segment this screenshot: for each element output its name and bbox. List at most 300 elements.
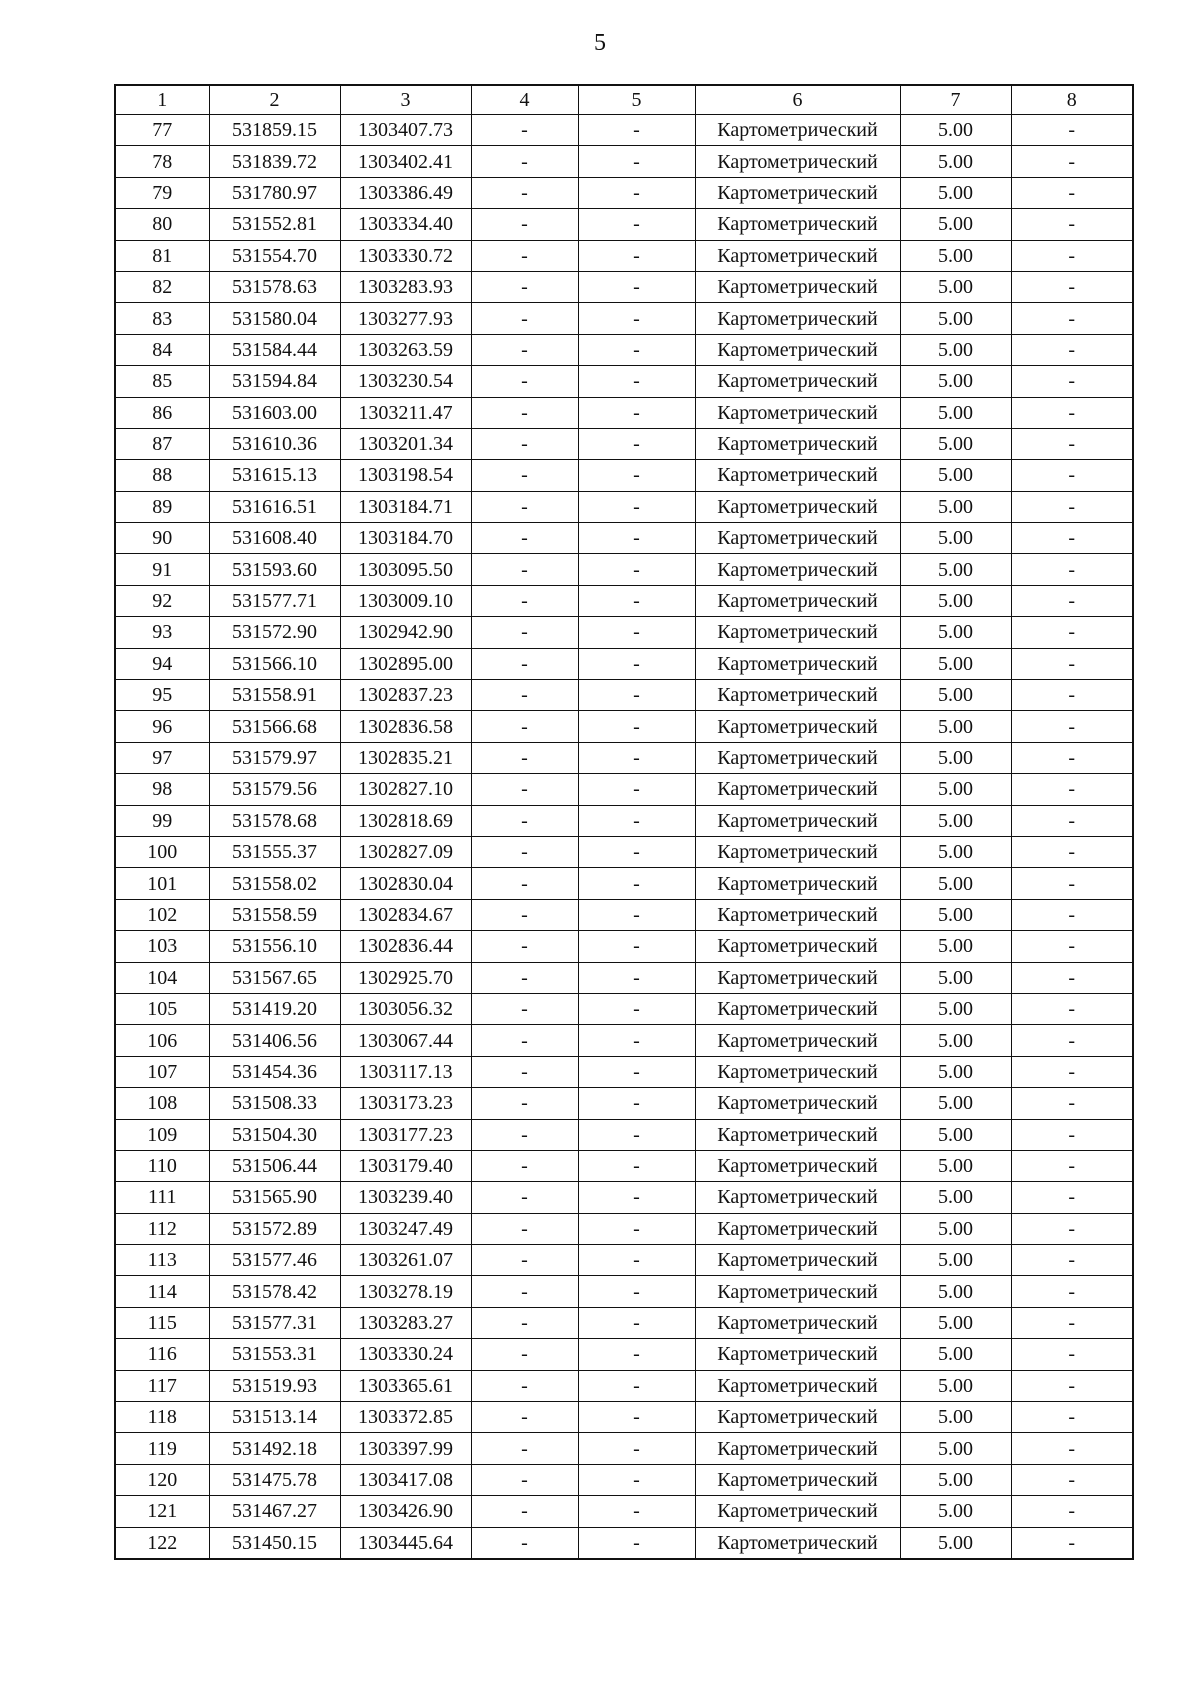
column-4-cell: - (471, 899, 578, 930)
y-coordinate-cell: 1302827.09 (340, 836, 471, 867)
column-5-cell: - (578, 397, 695, 428)
column-8-cell: - (1011, 868, 1133, 899)
accuracy-cell: 5.00 (900, 209, 1011, 240)
table-row (115, 1370, 1133, 1401)
method-cell: Картометрический (695, 366, 900, 397)
column-4-cell: - (471, 1464, 578, 1495)
y-coordinate-cell: 1303283.93 (340, 271, 471, 302)
column-8-cell: - (1011, 1496, 1133, 1527)
header-cell-6: 6 (695, 85, 900, 115)
column-8-cell: - (1011, 271, 1133, 302)
accuracy-cell: 5.00 (900, 271, 1011, 302)
header-cell-5: 5 (578, 85, 695, 115)
x-coordinate-cell: 531558.59 (209, 899, 340, 930)
accuracy-cell: 5.00 (900, 1119, 1011, 1150)
column-4-cell: - (471, 115, 578, 146)
y-coordinate-cell: 1303283.27 (340, 1307, 471, 1338)
accuracy-cell: 5.00 (900, 146, 1011, 177)
y-coordinate-cell: 1302830.04 (340, 868, 471, 899)
x-coordinate-cell: 531567.65 (209, 962, 340, 993)
column-4-cell: - (471, 1088, 578, 1119)
y-coordinate-cell: 1303417.08 (340, 1464, 471, 1495)
y-coordinate-cell: 1302818.69 (340, 805, 471, 836)
column-4-cell: - (471, 680, 578, 711)
accuracy-cell: 5.00 (900, 554, 1011, 585)
column-4-cell: - (471, 805, 578, 836)
point-number-cell: 91 (115, 554, 209, 585)
x-coordinate-cell: 531584.44 (209, 334, 340, 365)
y-coordinate-cell: 1303177.23 (340, 1119, 471, 1150)
point-number-cell: 114 (115, 1276, 209, 1307)
x-coordinate-cell: 531508.33 (209, 1088, 340, 1119)
table-row (115, 742, 1133, 773)
accuracy-cell: 5.00 (900, 1402, 1011, 1433)
table-row (115, 1527, 1133, 1559)
column-8-cell: - (1011, 1056, 1133, 1087)
method-cell: Картометрический (695, 460, 900, 491)
x-coordinate-cell: 531467.27 (209, 1496, 340, 1527)
column-8-cell: - (1011, 899, 1133, 930)
point-number-cell: 86 (115, 397, 209, 428)
column-4-cell: - (471, 962, 578, 993)
x-coordinate-cell: 531566.68 (209, 711, 340, 742)
point-number-cell: 81 (115, 240, 209, 271)
y-coordinate-cell: 1303278.19 (340, 1276, 471, 1307)
column-5-cell: - (578, 1150, 695, 1181)
x-coordinate-cell: 531566.10 (209, 648, 340, 679)
y-coordinate-cell: 1302834.67 (340, 899, 471, 930)
column-4-cell: - (471, 397, 578, 428)
x-coordinate-cell: 531554.70 (209, 240, 340, 271)
method-cell: Картометрический (695, 931, 900, 962)
method-cell: Картометрический (695, 271, 900, 302)
point-number-cell: 121 (115, 1496, 209, 1527)
y-coordinate-cell: 1302925.70 (340, 962, 471, 993)
point-number-cell: 77 (115, 115, 209, 146)
y-coordinate-cell: 1303184.71 (340, 491, 471, 522)
column-8-cell: - (1011, 1527, 1133, 1559)
column-5-cell: - (578, 1245, 695, 1276)
method-cell: Картометрический (695, 1276, 900, 1307)
accuracy-cell: 5.00 (900, 334, 1011, 365)
column-4-cell: - (471, 1339, 578, 1370)
method-cell: Картометрический (695, 617, 900, 648)
column-5-cell: - (578, 1527, 695, 1559)
column-4-cell: - (471, 1182, 578, 1213)
column-4-cell: - (471, 491, 578, 522)
point-number-cell: 88 (115, 460, 209, 491)
table-row (115, 491, 1133, 522)
y-coordinate-cell: 1303239.40 (340, 1182, 471, 1213)
column-8-cell: - (1011, 742, 1133, 773)
column-8-cell: - (1011, 993, 1133, 1024)
column-4-cell: - (471, 460, 578, 491)
column-8-cell: - (1011, 397, 1133, 428)
table-row (115, 711, 1133, 742)
column-4-cell: - (471, 1276, 578, 1307)
column-5-cell: - (578, 1213, 695, 1244)
column-4-cell: - (471, 993, 578, 1024)
column-5-cell: - (578, 1464, 695, 1495)
accuracy-cell: 5.00 (900, 868, 1011, 899)
y-coordinate-cell: 1302836.44 (340, 931, 471, 962)
column-8-cell: - (1011, 680, 1133, 711)
column-4-cell: - (471, 1496, 578, 1527)
table-row (115, 428, 1133, 459)
method-cell: Картометрический (695, 1213, 900, 1244)
column-5-cell: - (578, 617, 695, 648)
column-5-cell: - (578, 1370, 695, 1401)
table-row (115, 209, 1133, 240)
table-row (115, 271, 1133, 302)
column-4-cell: - (471, 366, 578, 397)
point-number-cell: 95 (115, 680, 209, 711)
column-4-cell: - (471, 1025, 578, 1056)
point-number-cell: 99 (115, 805, 209, 836)
method-cell: Картометрический (695, 1402, 900, 1433)
accuracy-cell: 5.00 (900, 931, 1011, 962)
column-8-cell: - (1011, 1245, 1133, 1276)
column-8-cell: - (1011, 146, 1133, 177)
accuracy-cell: 5.00 (900, 1276, 1011, 1307)
point-number-cell: 87 (115, 428, 209, 459)
column-5-cell: - (578, 115, 695, 146)
column-4-cell: - (471, 303, 578, 334)
column-5-cell: - (578, 523, 695, 554)
table-row (115, 805, 1133, 836)
point-number-cell: 106 (115, 1025, 209, 1056)
table-row (115, 993, 1133, 1024)
header-cell-4: 4 (471, 85, 578, 115)
y-coordinate-cell: 1302837.23 (340, 680, 471, 711)
accuracy-cell: 5.00 (900, 115, 1011, 146)
accuracy-cell: 5.00 (900, 177, 1011, 208)
table-row (115, 1496, 1133, 1527)
method-cell: Картометрический (695, 680, 900, 711)
y-coordinate-cell: 1303397.99 (340, 1433, 471, 1464)
accuracy-cell: 5.00 (900, 836, 1011, 867)
column-4-cell: - (471, 836, 578, 867)
accuracy-cell: 5.00 (900, 805, 1011, 836)
method-cell: Картометрический (695, 585, 900, 616)
table-row (115, 115, 1133, 146)
column-5-cell: - (578, 428, 695, 459)
column-8-cell: - (1011, 1402, 1133, 1433)
method-cell: Картометрический (695, 1339, 900, 1370)
column-4-cell: - (471, 1307, 578, 1338)
x-coordinate-cell: 531513.14 (209, 1402, 340, 1433)
point-number-cell: 116 (115, 1339, 209, 1370)
column-5-cell: - (578, 993, 695, 1024)
x-coordinate-cell: 531578.42 (209, 1276, 340, 1307)
method-cell: Картометрический (695, 1150, 900, 1181)
x-coordinate-cell: 531572.89 (209, 1213, 340, 1244)
point-number-cell: 111 (115, 1182, 209, 1213)
point-number-cell: 119 (115, 1433, 209, 1464)
x-coordinate-cell: 531553.31 (209, 1339, 340, 1370)
point-number-cell: 115 (115, 1307, 209, 1338)
column-5-cell: - (578, 774, 695, 805)
column-5-cell: - (578, 711, 695, 742)
accuracy-cell: 5.00 (900, 523, 1011, 554)
table-row (115, 1025, 1133, 1056)
method-cell: Картометрический (695, 491, 900, 522)
table-row (115, 1433, 1133, 1464)
column-5-cell: - (578, 554, 695, 585)
x-coordinate-cell: 531558.91 (209, 680, 340, 711)
column-4-cell: - (471, 648, 578, 679)
table-row (115, 617, 1133, 648)
column-5-cell: - (578, 1025, 695, 1056)
table-row (115, 962, 1133, 993)
x-coordinate-cell: 531580.04 (209, 303, 340, 334)
x-coordinate-cell: 531579.97 (209, 742, 340, 773)
column-5-cell: - (578, 805, 695, 836)
accuracy-cell: 5.00 (900, 491, 1011, 522)
x-coordinate-cell: 531419.20 (209, 993, 340, 1024)
accuracy-cell: 5.00 (900, 1339, 1011, 1370)
column-5-cell: - (578, 1119, 695, 1150)
x-coordinate-cell: 531492.18 (209, 1433, 340, 1464)
accuracy-cell: 5.00 (900, 460, 1011, 491)
accuracy-cell: 5.00 (900, 648, 1011, 679)
x-coordinate-cell: 531506.44 (209, 1150, 340, 1181)
x-coordinate-cell: 531504.30 (209, 1119, 340, 1150)
column-8-cell: - (1011, 1276, 1133, 1307)
method-cell: Картометрический (695, 742, 900, 773)
method-cell: Картометрический (695, 1464, 900, 1495)
x-coordinate-cell: 531577.46 (209, 1245, 340, 1276)
header-cell-8: 8 (1011, 85, 1133, 115)
y-coordinate-cell: 1303117.13 (340, 1056, 471, 1087)
column-5-cell: - (578, 742, 695, 773)
y-coordinate-cell: 1303201.34 (340, 428, 471, 459)
point-number-cell: 113 (115, 1245, 209, 1276)
point-number-cell: 79 (115, 177, 209, 208)
table-body (115, 115, 1133, 1559)
column-4-cell: - (471, 1056, 578, 1087)
column-5-cell: - (578, 177, 695, 208)
accuracy-cell: 5.00 (900, 1307, 1011, 1338)
accuracy-cell: 5.00 (900, 742, 1011, 773)
column-8-cell: - (1011, 366, 1133, 397)
method-cell: Картометрический (695, 1025, 900, 1056)
column-8-cell: - (1011, 711, 1133, 742)
point-number-cell: 96 (115, 711, 209, 742)
x-coordinate-cell: 531577.71 (209, 585, 340, 616)
table-row (115, 1150, 1133, 1181)
point-number-cell: 112 (115, 1213, 209, 1244)
table-row (115, 177, 1133, 208)
y-coordinate-cell: 1302895.00 (340, 648, 471, 679)
y-coordinate-cell: 1303330.72 (340, 240, 471, 271)
point-number-cell: 110 (115, 1150, 209, 1181)
column-8-cell: - (1011, 1464, 1133, 1495)
column-8-cell: - (1011, 805, 1133, 836)
accuracy-cell: 5.00 (900, 240, 1011, 271)
table-row (115, 1088, 1133, 1119)
column-4-cell: - (471, 774, 578, 805)
column-8-cell: - (1011, 1182, 1133, 1213)
column-4-cell: - (471, 240, 578, 271)
y-coordinate-cell: 1302836.58 (340, 711, 471, 742)
column-4-cell: - (471, 711, 578, 742)
x-coordinate-cell: 531450.15 (209, 1527, 340, 1559)
table-row (115, 931, 1133, 962)
accuracy-cell: 5.00 (900, 1433, 1011, 1464)
column-5-cell: - (578, 146, 695, 177)
column-5-cell: - (578, 868, 695, 899)
column-8-cell: - (1011, 209, 1133, 240)
method-cell: Картометрический (695, 805, 900, 836)
method-cell: Картометрический (695, 177, 900, 208)
column-4-cell: - (471, 523, 578, 554)
column-4-cell: - (471, 1119, 578, 1150)
x-coordinate-cell: 531610.36 (209, 428, 340, 459)
point-number-cell: 107 (115, 1056, 209, 1087)
header-cell-2: 2 (209, 85, 340, 115)
accuracy-cell: 5.00 (900, 993, 1011, 1024)
table-row (115, 523, 1133, 554)
column-8-cell: - (1011, 177, 1133, 208)
y-coordinate-cell: 1303184.70 (340, 523, 471, 554)
table-header (115, 85, 1133, 115)
accuracy-cell: 5.00 (900, 1056, 1011, 1087)
column-4-cell: - (471, 931, 578, 962)
x-coordinate-cell: 531615.13 (209, 460, 340, 491)
column-4-cell: - (471, 585, 578, 616)
point-number-cell: 90 (115, 523, 209, 554)
method-cell: Картометрический (695, 428, 900, 459)
point-number-cell: 100 (115, 836, 209, 867)
point-number-cell: 103 (115, 931, 209, 962)
accuracy-cell: 5.00 (900, 774, 1011, 805)
y-coordinate-cell: 1303334.40 (340, 209, 471, 240)
method-cell: Картометрический (695, 962, 900, 993)
column-4-cell: - (471, 617, 578, 648)
x-coordinate-cell: 531565.90 (209, 1182, 340, 1213)
table-row (115, 334, 1133, 365)
method-cell: Картометрический (695, 648, 900, 679)
table-row (115, 303, 1133, 334)
table-row (115, 554, 1133, 585)
method-cell: Картометрический (695, 1245, 900, 1276)
point-number-cell: 122 (115, 1527, 209, 1559)
table-row (115, 585, 1133, 616)
column-5-cell: - (578, 334, 695, 365)
method-cell: Картометрический (695, 711, 900, 742)
header-cell-3: 3 (340, 85, 471, 115)
method-cell: Картометрический (695, 1370, 900, 1401)
x-coordinate-cell: 531475.78 (209, 1464, 340, 1495)
point-number-cell: 102 (115, 899, 209, 930)
column-5-cell: - (578, 1088, 695, 1119)
x-coordinate-cell: 531556.10 (209, 931, 340, 962)
point-number-cell: 120 (115, 1464, 209, 1495)
point-number-cell: 108 (115, 1088, 209, 1119)
y-coordinate-cell: 1303263.59 (340, 334, 471, 365)
point-number-cell: 101 (115, 868, 209, 899)
column-8-cell: - (1011, 617, 1133, 648)
column-8-cell: - (1011, 1370, 1133, 1401)
y-coordinate-cell: 1303173.23 (340, 1088, 471, 1119)
column-8-cell: - (1011, 115, 1133, 146)
accuracy-cell: 5.00 (900, 962, 1011, 993)
point-number-cell: 104 (115, 962, 209, 993)
y-coordinate-cell: 1303095.50 (340, 554, 471, 585)
column-5-cell: - (578, 1182, 695, 1213)
accuracy-cell: 5.00 (900, 617, 1011, 648)
column-5-cell: - (578, 1056, 695, 1087)
column-8-cell: - (1011, 1307, 1133, 1338)
y-coordinate-cell: 1303365.61 (340, 1370, 471, 1401)
point-number-cell: 97 (115, 742, 209, 773)
point-number-cell: 92 (115, 585, 209, 616)
column-8-cell: - (1011, 491, 1133, 522)
column-4-cell: - (471, 1245, 578, 1276)
column-5-cell: - (578, 491, 695, 522)
column-8-cell: - (1011, 774, 1133, 805)
column-5-cell: - (578, 271, 695, 302)
column-8-cell: - (1011, 1213, 1133, 1244)
accuracy-cell: 5.00 (900, 303, 1011, 334)
y-coordinate-cell: 1303067.44 (340, 1025, 471, 1056)
point-number-cell: 98 (115, 774, 209, 805)
column-4-cell: - (471, 1150, 578, 1181)
point-number-cell: 89 (115, 491, 209, 522)
x-coordinate-cell: 531572.90 (209, 617, 340, 648)
y-coordinate-cell: 1303198.54 (340, 460, 471, 491)
method-cell: Картометрический (695, 554, 900, 585)
column-5-cell: - (578, 931, 695, 962)
y-coordinate-cell: 1303247.49 (340, 1213, 471, 1244)
method-cell: Картометрический (695, 774, 900, 805)
table-row (115, 397, 1133, 428)
y-coordinate-cell: 1303211.47 (340, 397, 471, 428)
y-coordinate-cell: 1303402.41 (340, 146, 471, 177)
y-coordinate-cell: 1303056.32 (340, 993, 471, 1024)
method-cell: Картометрический (695, 240, 900, 271)
point-number-cell: 82 (115, 271, 209, 302)
column-5-cell: - (578, 1307, 695, 1338)
accuracy-cell: 5.00 (900, 428, 1011, 459)
y-coordinate-cell: 1302827.10 (340, 774, 471, 805)
method-cell: Картометрический (695, 523, 900, 554)
column-8-cell: - (1011, 648, 1133, 679)
method-cell: Картометрический (695, 1527, 900, 1559)
column-5-cell: - (578, 1402, 695, 1433)
x-coordinate-cell: 531608.40 (209, 523, 340, 554)
table-row (115, 836, 1133, 867)
column-4-cell: - (471, 428, 578, 459)
method-cell: Картометрический (695, 115, 900, 146)
accuracy-cell: 5.00 (900, 1088, 1011, 1119)
table-row (115, 1119, 1133, 1150)
coordinates-table (114, 84, 1134, 1560)
accuracy-cell: 5.00 (900, 1150, 1011, 1181)
y-coordinate-cell: 1302942.90 (340, 617, 471, 648)
method-cell: Картометрический (695, 209, 900, 240)
accuracy-cell: 5.00 (900, 1464, 1011, 1495)
column-8-cell: - (1011, 460, 1133, 491)
x-coordinate-cell: 531594.84 (209, 366, 340, 397)
accuracy-cell: 5.00 (900, 899, 1011, 930)
table-row (115, 1464, 1133, 1495)
table-row (115, 680, 1133, 711)
table-row (115, 146, 1133, 177)
method-cell: Картометрический (695, 146, 900, 177)
column-8-cell: - (1011, 585, 1133, 616)
